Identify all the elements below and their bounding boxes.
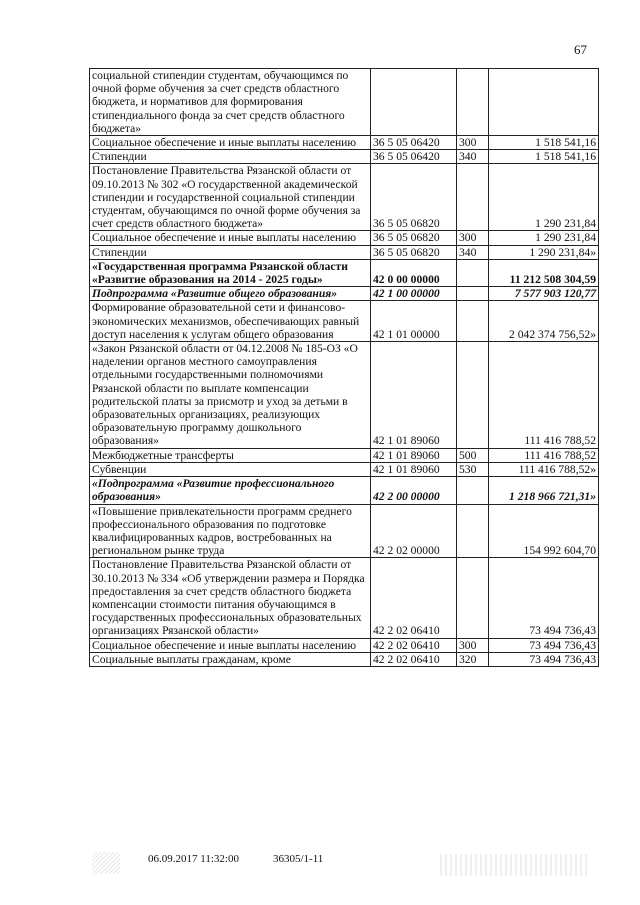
- row-expense-type-cell: [457, 259, 489, 286]
- stamp-mark-right: [440, 854, 588, 876]
- row-amount-cell: 1 290 231,84»: [489, 245, 599, 259]
- row-expense-type-cell: [457, 342, 489, 449]
- row-code-cell: 42 2 02 06410: [371, 558, 457, 638]
- row-name-cell: Социальное обеспечение и иные выплаты населению: [90, 136, 371, 150]
- row-code-cell: 42 2 02 06410: [371, 652, 457, 666]
- table-row: [90, 245, 599, 259]
- table-row: [90, 448, 599, 462]
- row-expense-type-cell: [457, 504, 489, 558]
- row-name-cell: «Повышение привлекательности программ среднего профессионального образования по подготовке квалифицированных кадров, востребованных на региональном рынке труда: [90, 504, 371, 558]
- table-row: [90, 301, 599, 342]
- row-code-cell: 42 2 00 00000: [371, 477, 457, 504]
- row-amount-cell: 7 577 903 120,77: [489, 287, 599, 301]
- row-name-cell: Постановление Правительства Рязанской области от 30.10.2013 № 334 «Об утверждении размера и Порядка предоставления за счет средств областного бюджета компенсации стоимости питания обучающимся в государственных профессиональных образовательных организациях Рязанской области»: [90, 558, 371, 638]
- row-code-cell: 42 2 02 06410: [371, 638, 457, 652]
- row-code-cell: 42 2 02 00000: [371, 504, 457, 558]
- table-row: [90, 558, 599, 638]
- row-code-cell: 42 1 01 89060: [371, 342, 457, 449]
- row-name-cell: «Подпрограмма «Развитие профессионального образования»: [90, 477, 371, 504]
- table-row: [90, 638, 599, 652]
- row-amount-cell: 1 218 966 721,31»: [489, 477, 599, 504]
- table-row: [90, 477, 599, 504]
- row-name-cell: социальной стипендии студентам, обучающимся по очной форме обучения за счет средств областного бюджета, и нормативов для формирования стипендиального фонда за счет средств областного бюджета»: [90, 69, 371, 136]
- table-row: [90, 231, 599, 245]
- row-code-cell: 36 5 05 06420: [371, 136, 457, 150]
- row-amount-cell: [489, 69, 599, 136]
- row-name-cell: Субвенции: [90, 462, 371, 476]
- row-expense-type-cell: [457, 301, 489, 342]
- row-expense-type-cell: 300: [457, 231, 489, 245]
- row-code-cell: [371, 69, 457, 136]
- row-code-cell: 36 5 05 06820: [371, 164, 457, 231]
- row-amount-cell: 111 416 788,52: [489, 448, 599, 462]
- footer-timestamp: 06.09.2017 11:32:00: [148, 853, 239, 865]
- row-amount-cell: 73 494 736,43: [489, 558, 599, 638]
- row-name-cell: Социальные выплаты гражданам, кроме: [90, 652, 371, 666]
- row-code-cell: 42 1 01 00000: [371, 301, 457, 342]
- table-row: [90, 462, 599, 476]
- row-name-cell: Стипендии: [90, 150, 371, 164]
- row-amount-cell: 11 212 508 304,59: [489, 259, 599, 286]
- row-name-cell: Стипендии: [90, 245, 371, 259]
- row-amount-cell: 1 518 541,16: [489, 136, 599, 150]
- row-amount-cell: 1 518 541,16: [489, 150, 599, 164]
- row-name-cell: Социальное обеспечение и иные выплаты населению: [90, 231, 371, 245]
- table-row: [90, 652, 599, 666]
- row-expense-type-cell: [457, 558, 489, 638]
- row-name-cell: «Закон Рязанской области от 04.12.2008 № 185-ОЗ «О наделении органов местного самоуправления отдельными государственными полномочиями Рязанской области по выплате компенсации родительской платы за присмотр и уход за детьми в образовательных организациях, реализующих образовательную программу дошкольного образования»: [90, 342, 371, 449]
- table-row: [90, 342, 599, 449]
- row-expense-type-cell: 340: [457, 150, 489, 164]
- row-code-cell: 42 1 01 89060: [371, 462, 457, 476]
- row-expense-type-cell: [457, 164, 489, 231]
- row-expense-type-cell: 300: [457, 136, 489, 150]
- row-expense-type-cell: [457, 69, 489, 136]
- row-code-cell: 42 1 00 00000: [371, 287, 457, 301]
- row-code-cell: 36 5 05 06820: [371, 245, 457, 259]
- row-amount-cell: 73 494 736,43: [489, 652, 599, 666]
- footer-document-code: 36305/1-11: [273, 853, 324, 865]
- row-amount-cell: 73 494 736,43: [489, 638, 599, 652]
- table-row: [90, 164, 599, 231]
- row-expense-type-cell: 530: [457, 462, 489, 476]
- table-row: [90, 504, 599, 558]
- stamp-mark-left: [92, 852, 120, 874]
- row-code-cell: 36 5 05 06820: [371, 231, 457, 245]
- row-amount-cell: 111 416 788,52: [489, 342, 599, 449]
- row-amount-cell: 154 992 604,70: [489, 504, 599, 558]
- page-number: 67: [574, 42, 587, 57]
- row-expense-type-cell: 320: [457, 652, 489, 666]
- row-expense-type-cell: 340: [457, 245, 489, 259]
- row-name-cell: Формирование образовательной сети и финансово-экономических механизмов, обеспечивающих равный доступ населения к услугам общего образования: [90, 301, 371, 342]
- row-code-cell: 42 1 01 89060: [371, 448, 457, 462]
- row-code-cell: 36 5 05 06420: [371, 150, 457, 164]
- table-row: [90, 136, 599, 150]
- row-expense-type-cell: [457, 287, 489, 301]
- row-expense-type-cell: [457, 477, 489, 504]
- table-row: [90, 259, 599, 286]
- row-amount-cell: 2 042 374 756,52»: [489, 301, 599, 342]
- budget-table-body: [90, 69, 599, 667]
- row-code-cell: 42 0 00 00000: [371, 259, 457, 286]
- row-name-cell: Постановление Правительства Рязанской области от 09.10.2013 № 302 «О государственной академической стипендии и государственной социальной стипендии студентам, обучающимся по очной форме обучения за счет средств областного бюджета»: [90, 164, 371, 231]
- row-name-cell: Подпрограмма «Развитие общего образования»: [90, 287, 371, 301]
- budget-allocation-table: [89, 68, 599, 667]
- row-name-cell: «Государственная программа Рязанской области «Развитие образования на 2014 - 2025 годы»: [90, 259, 371, 286]
- row-name-cell: Социальное обеспечение и иные выплаты населению: [90, 638, 371, 652]
- row-expense-type-cell: 300: [457, 638, 489, 652]
- table-row: [90, 150, 599, 164]
- table-row: [90, 69, 599, 136]
- table-row: [90, 287, 599, 301]
- row-amount-cell: 1 290 231,84: [489, 164, 599, 231]
- row-expense-type-cell: 500: [457, 448, 489, 462]
- row-amount-cell: 1 290 231,84: [489, 231, 599, 245]
- row-name-cell: Межбюджетные трансферты: [90, 448, 371, 462]
- row-amount-cell: 111 416 788,52»: [489, 462, 599, 476]
